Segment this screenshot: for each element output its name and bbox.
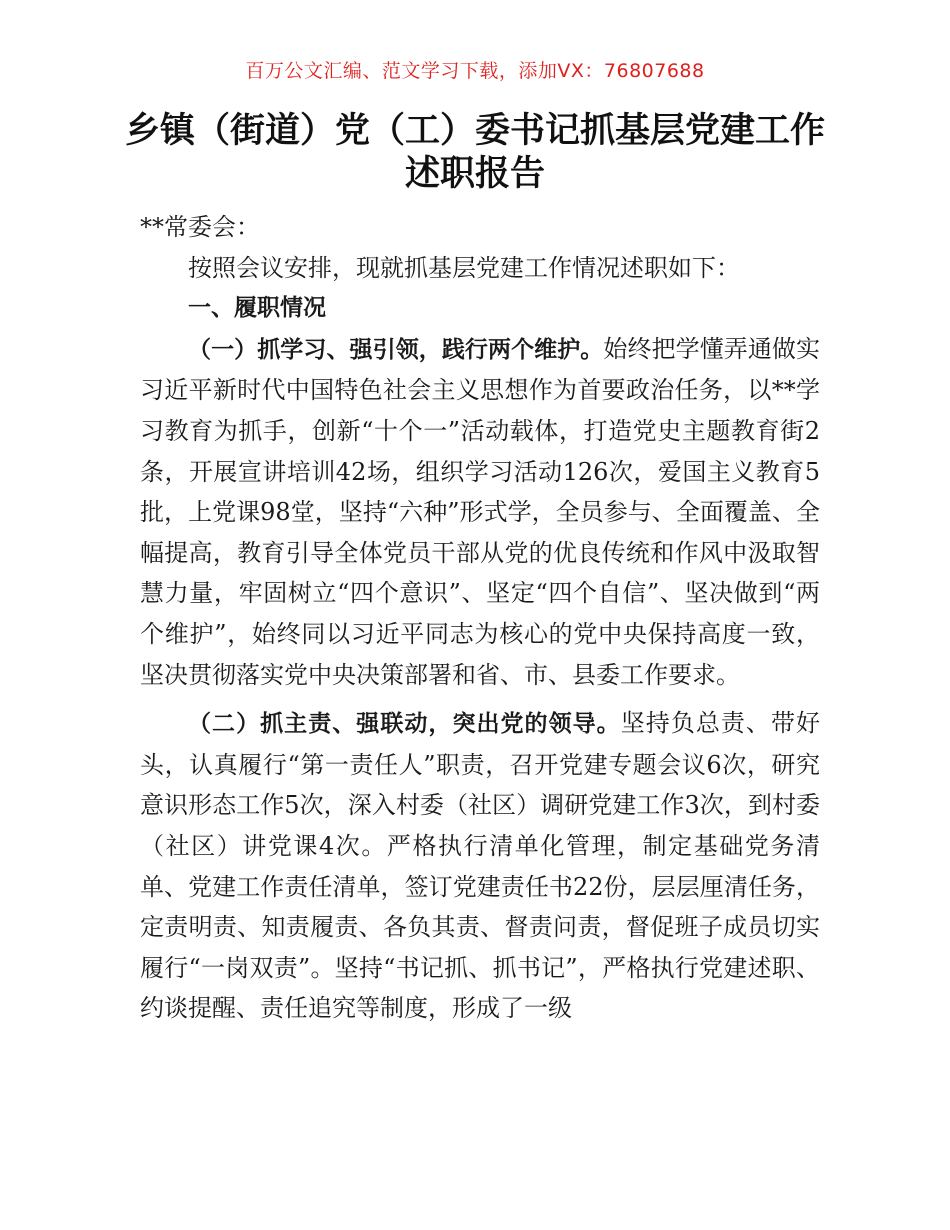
section-heading: 一、履职情况 [188, 295, 326, 322]
item-body: 始终把学懂弄通做实习近平新时代中国特色社会主义思想作为首要政治任务，以**学习教育为抓手，创新“十个一”活动载体，打造党史主题教育街2条，开展宣讲培训42场，组织学习活动126次，爱国主义教育5批，上党课98堂，坚持“六种”形式学，全员参与、全面覆盖、全幅提高，教育引导全体党员干部从党的优良传统和作风中汲取智慧力量，牢固树立“四个意识”、坚定“四个自信”、坚决做到“两个维护”，始终同以习近平同志为核心的党中央保持高度一致，坚决贯彻落实党中央决策部署和省、市、县委工作要求。 [140, 334, 821, 689]
item-lead: （二）抓主责、强联动，突出党的领导。 [188, 711, 621, 738]
intro-paragraph: 按照会议安排，现就抓基层党建工作情况述职如下： [188, 253, 740, 282]
paragraph-item-2 [140, 703, 820, 1029]
salutation: **常委会： [140, 213, 260, 241]
item-lead: （一）抓学习、强引领，践行两个维护。 [188, 336, 604, 363]
item-body: 坚持负总责、带好头，认真履行“第一责任人”职责，召开党建专题会议6次，研究意识形态工作5次，深入村委（社区）调研党建工作3次，到村委（社区）讲党课4次。严格执行清单化管理，制定基础党务清单、党建工作责任清单，签订党建责任书22份，层层厘清任务，定责明责、知责履责、各负其责、督责问责，督促班子成员切实履行“一岗双责”。坚持“书记抓、抓书记”，严格执行党建述职、约谈提醒、责任追究等制度，形成了一级 [140, 709, 821, 1023]
paragraph-item-1 [140, 329, 820, 695]
document-title: 乡镇（街道）党（工）委书记抓基层党建工作述职报告 [124, 111, 825, 194]
document-body [140, 207, 820, 1029]
watermark-text: 百万公文汇编、范文学习下载，添加VX：76807688 [245, 60, 705, 82]
